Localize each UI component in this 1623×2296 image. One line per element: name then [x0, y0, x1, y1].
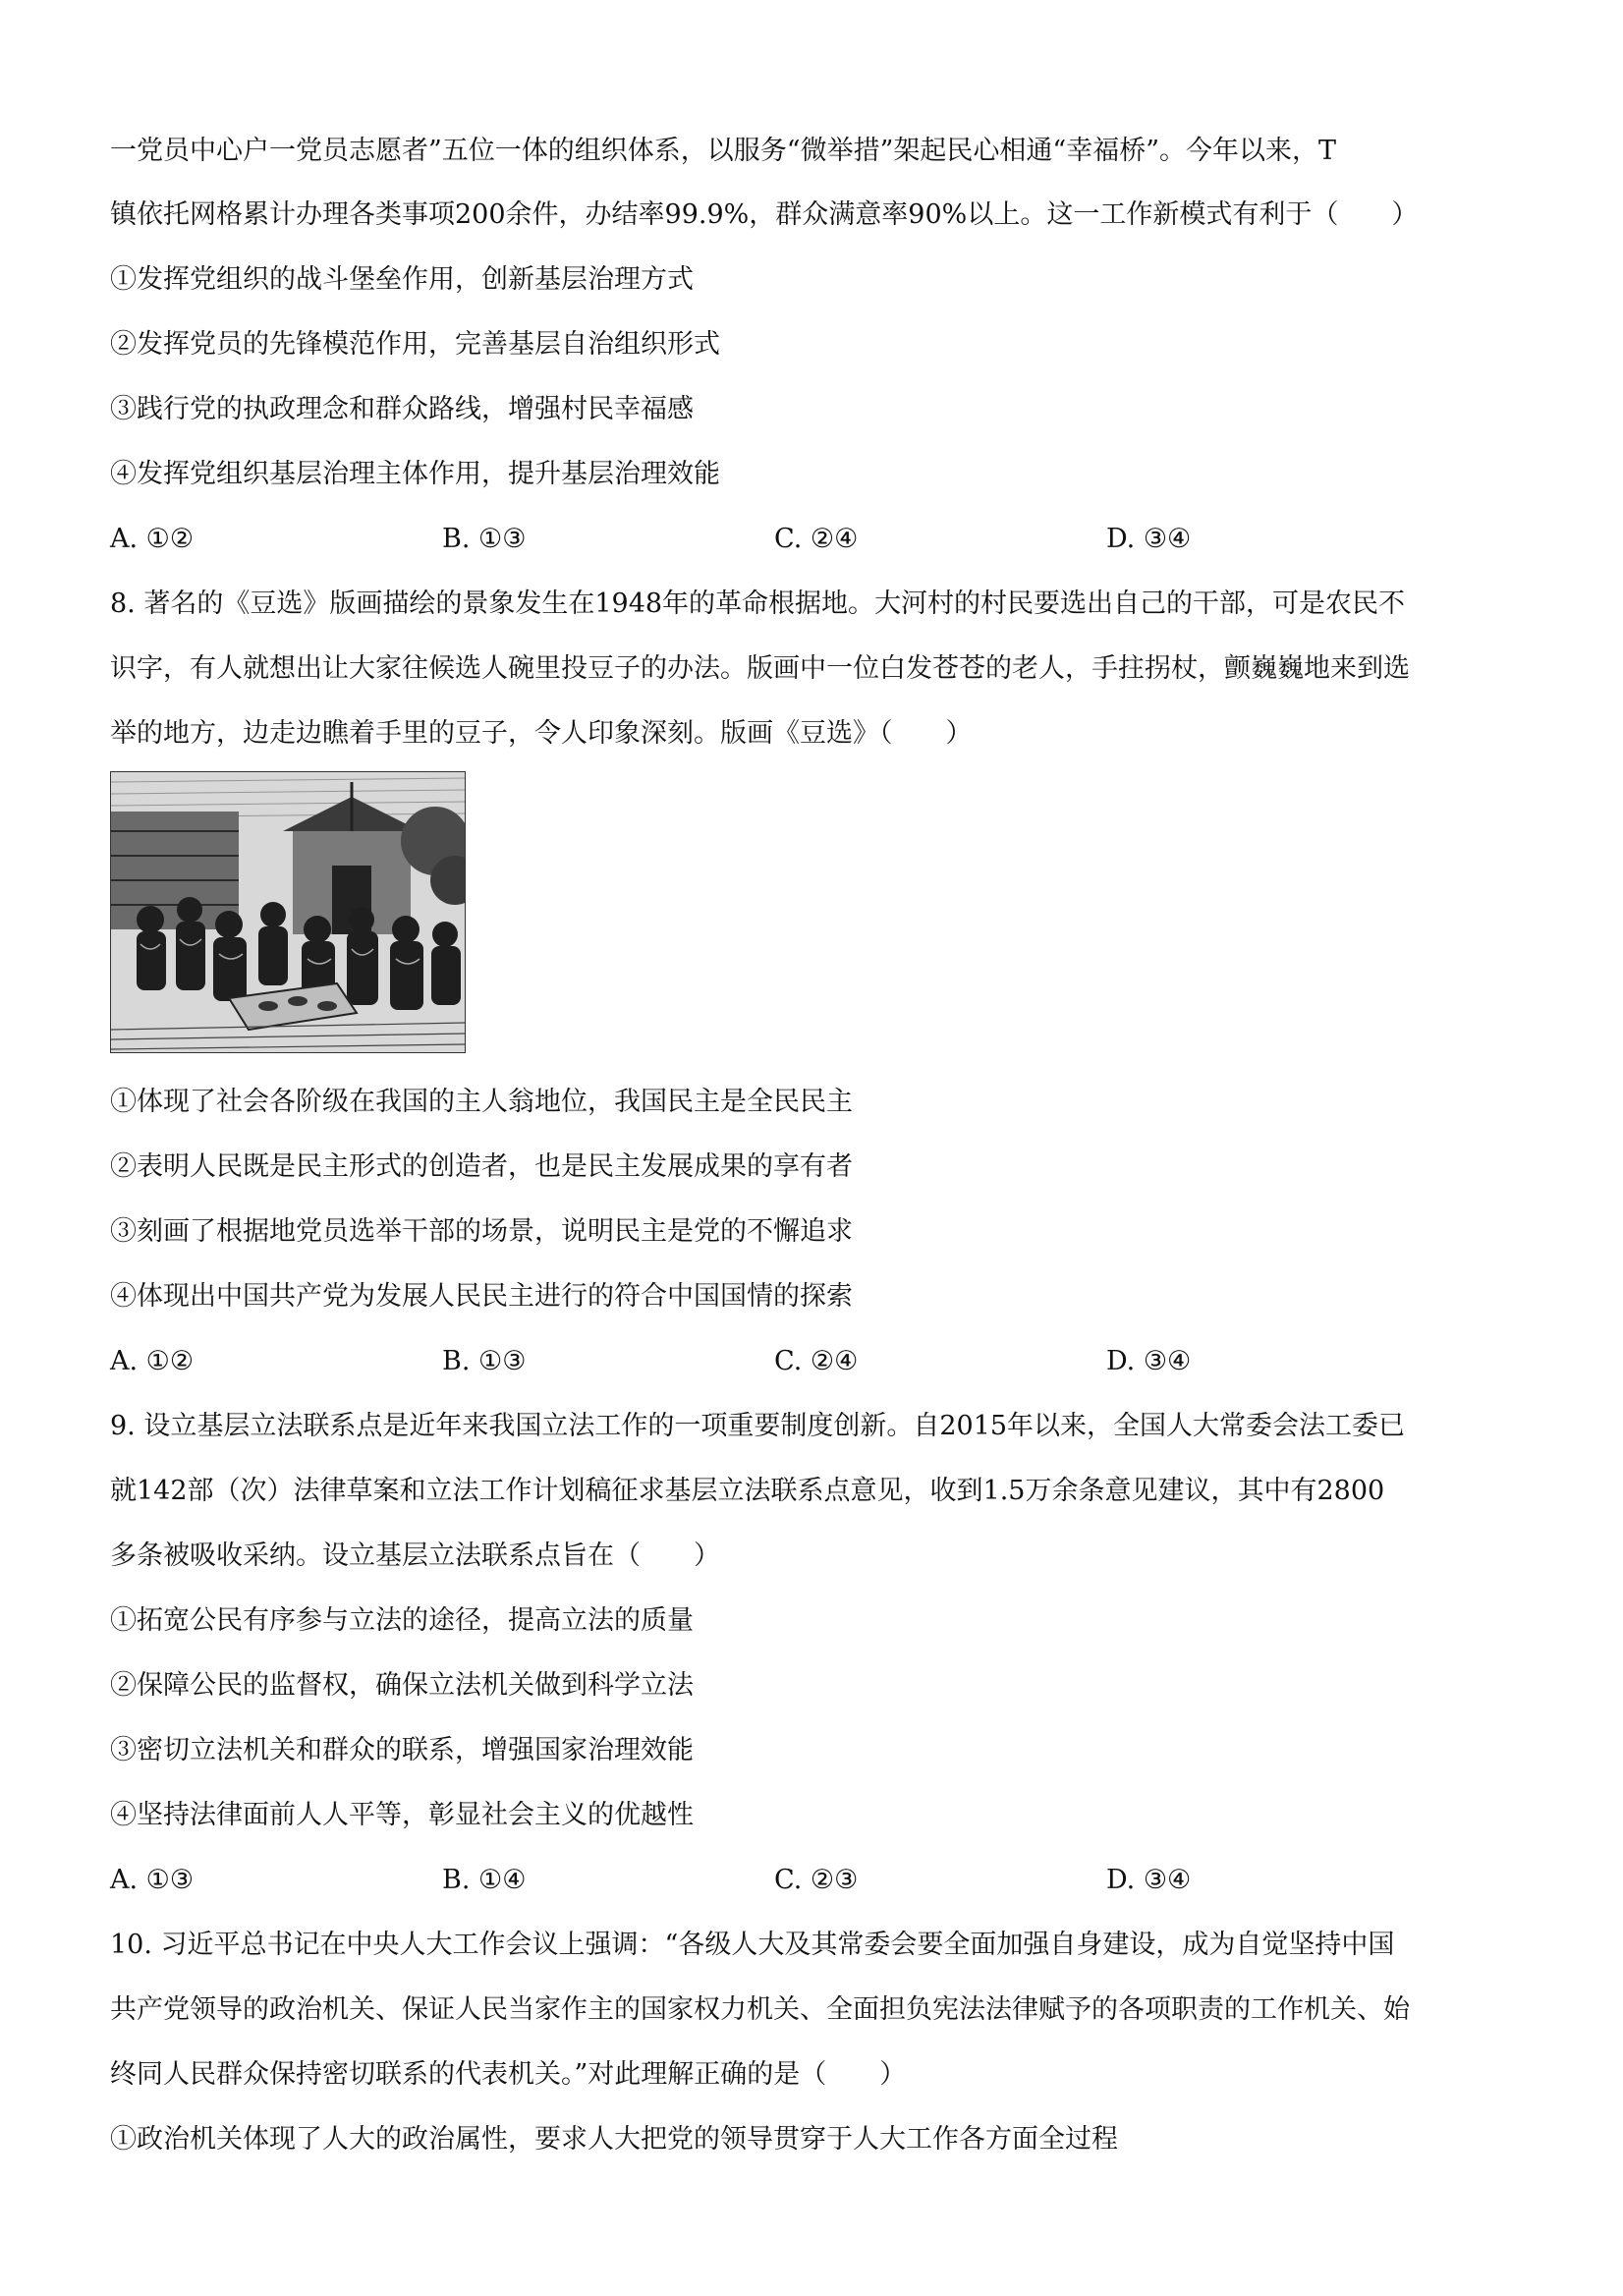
q9-option-a: A. ①③	[110, 1865, 195, 1895]
q7-options	[110, 523, 1544, 556]
q8-statement-1: ①体现了社会各阶级在我国的主人翁地位，我国民主是全民民主	[110, 1087, 853, 1117]
q8-options	[110, 1345, 1544, 1378]
q8-stem-line-1: 8. 著名的《豆选》版画描绘的景象发生在1948年的革命根据地。大河村的村民要选出自己的干部，可是农民不	[110, 588, 1406, 619]
q9-option-d: D. ③④	[1106, 1865, 1192, 1895]
bean-election-woodcut-image	[110, 771, 466, 1053]
q9-statement-4: ④坚持法律面前人人平等，彰显社会主义的优越性	[110, 1800, 694, 1830]
q9-option-c: C. ②③	[774, 1865, 859, 1895]
q9-stem-line-1: 9. 设立基层立法联系点是近年来我国立法工作的一项重要制度创新。自2015年以来，全国人大常委会法工委已	[110, 1411, 1406, 1441]
q8-stem-line-2: 识字，有人就想出让大家往候选人碗里投豆子的办法。版画中一位白发苍苍的老人，手拄拐杖，颤巍巍地来到选	[110, 653, 1410, 684]
q9-statement-1: ①拓宽公民有序参与立法的途径，提高立法的质量	[110, 1605, 694, 1636]
q8-option-c: C. ②④	[774, 1346, 859, 1376]
q7-option-b: B. ①③	[442, 524, 527, 554]
q10-stem-line-3: 终同人民群众保持密切联系的代表机关。”对此理解正确的是（ ）	[110, 2059, 907, 2090]
q9-stem-line-2: 就142部（次）法律草案和立法工作计划稿征求基层立法联系点意见，收到1.5万余条意见建议，其中有2800	[110, 1476, 1385, 1506]
q8-option-d: D. ③④	[1106, 1346, 1192, 1376]
q7-option-c: C. ②④	[774, 524, 859, 554]
q9-statement-3: ③密切立法机关和群众的联系，增强国家治理效能	[110, 1735, 694, 1765]
q7-statement-2: ②发挥党员的先锋模范作用，完善基层自治组织形式	[110, 329, 720, 360]
q9-options	[110, 1864, 1544, 1897]
q7-option-d: D. ③④	[1106, 524, 1192, 554]
q7-statement-4: ④发挥党组织基层治理主体作用，提升基层治理效能	[110, 459, 720, 489]
q9-stem-line-3: 多条被吸收采纳。设立基层立法联系点旨在（ ）	[110, 1540, 720, 1571]
q8-stem-line-3: 举的地方，边走边瞧着手里的豆子，令人印象深刻。版画《豆选》（ ）	[110, 718, 973, 749]
q8-statement-3: ③刻画了根据地党员选举干部的场景，说明民主是党的不懈追求	[110, 1216, 853, 1247]
q8-statement-4: ④体现出中国共产党为发展人民民主进行的符合中国国情的探索	[110, 1281, 853, 1312]
q9-statement-2: ②保障公民的监督权，确保立法机关做到科学立法	[110, 1670, 694, 1701]
q8-statement-2: ②表明人民既是民主形式的创造者，也是民主发展成果的享有者	[110, 1151, 853, 1182]
q10-statement-1: ①政治机关体现了人大的政治属性，要求人大把党的领导贯穿于人大工作各方面全过程	[110, 2124, 1118, 2155]
q7-stem-line-1: 一党员中心户一党员志愿者”五位一体的组织体系，以服务“微举措”架起民心相通“幸福桥”。今年以来，T	[110, 136, 1337, 166]
q7-stem-line-2: 镇依托网格累计办理各类事项200余件，办结率99.9%，群众满意率90%以上。这一工作新模式有利于（ ）	[110, 199, 1419, 230]
q7-option-a: A. ①②	[110, 524, 195, 554]
q8-option-b: B. ①③	[442, 1346, 527, 1376]
q9-option-b: B. ①④	[442, 1865, 527, 1895]
q7-statement-3: ③践行党的执政理念和群众路线，增强村民幸福感	[110, 394, 694, 424]
q10-stem-line-1: 10. 习近平总书记在中央人大工作会议上强调：“各级人大及其常委会要全面加强自身建设，成为自觉坚持中国	[110, 1930, 1395, 1960]
q7-statement-1: ①发挥党组织的战斗堡垒作用，创新基层治理方式	[110, 264, 694, 295]
q10-stem-line-2: 共产党领导的政治机关、保证人民当家作主的国家权力机关、全面担负宪法法律赋予的各项职责的工作机关、始	[110, 1994, 1410, 2025]
q8-option-a: A. ①②	[110, 1346, 195, 1376]
